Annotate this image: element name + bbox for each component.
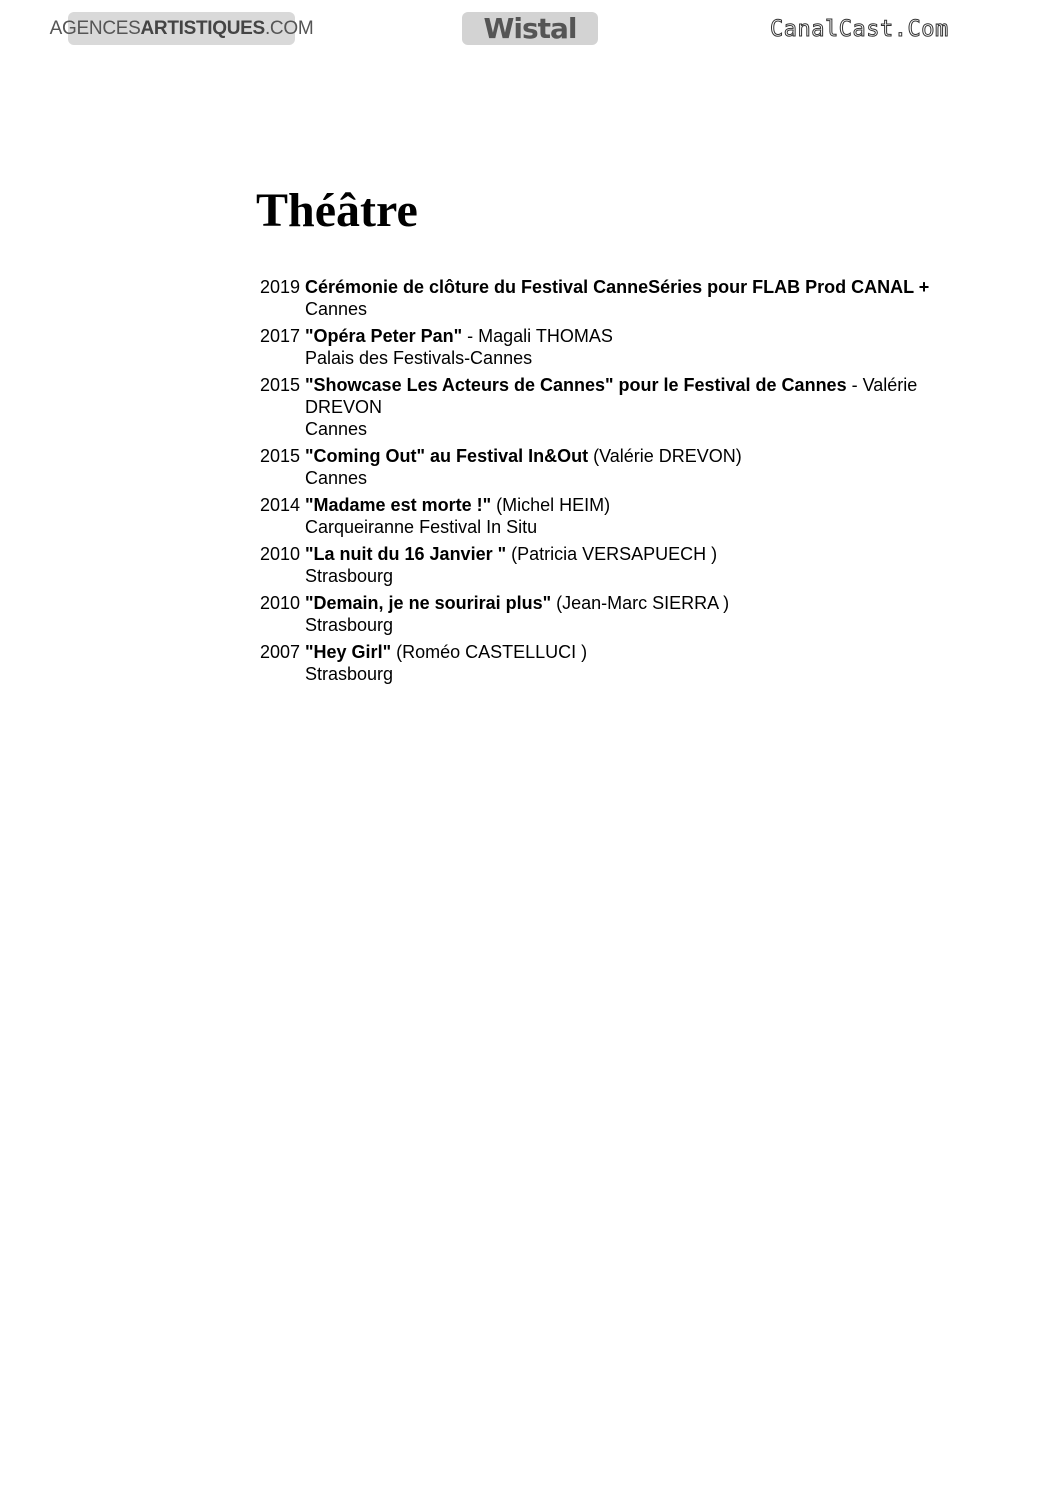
list-item [256,325,956,369]
theatre-list [256,276,956,685]
list-item [256,641,956,685]
entry-location: Strasbourg [305,615,394,635]
entry-location: Palais des Festivals-Cannes [305,348,533,368]
entry-credit: (Michel HEIM) [491,495,611,515]
entry-title: Cérémonie de clôture du Festival CanneSéries pour FLAB Prod CANAL + [305,277,930,297]
logo-wistal-text: Wistal [483,12,577,45]
entry-credit: (Jean-Marc SIERRA ) [551,593,730,613]
logo-agences-bold: ARTISTIQUES [140,17,265,39]
list-item [256,374,956,440]
list-item [256,543,956,587]
entry-title: "Coming Out" au Festival In&Out [305,446,589,466]
page-header [0,0,1052,60]
entry-title: "Hey Girl" [305,642,392,662]
entry-credit: (Patricia VERSAPUECH ) [506,544,718,564]
entry-location: Cannes [305,419,368,439]
entry-credit: (Roméo CASTELLUCI ) [391,642,588,662]
entry-year: 2015 [260,446,301,466]
entry-location: Strasbourg [305,566,394,586]
list-item [256,276,956,320]
entry-credit: - Valérie DREVON [305,375,918,417]
logo-agences-regular: AGENCES [49,17,141,39]
list-item [256,494,956,538]
entry-title: "Madame est morte !" [305,495,492,515]
entry-location: Cannes [305,468,368,488]
main-content [256,178,956,690]
logo-agences-suffix: .COM [264,17,314,39]
entry-title: "Showcase Les Acteurs de Cannes" pour le Festival de Cannes [305,375,847,395]
entry-year: 2007 [260,642,301,662]
entry-year: 2010 [260,544,301,564]
entry-title: "La nuit du 16 Janvier " [305,544,507,564]
entry-year: 2019 [260,277,301,297]
entry-credit: - Magali THOMAS [462,326,613,346]
entry-title: "Opéra Peter Pan" [305,326,463,346]
entry-title: "Demain, je ne sourirai plus" [305,593,552,613]
wistal-logo[interactable] [462,12,598,45]
entry-year: 2015 [260,375,301,395]
entry-year: 2010 [260,593,301,613]
entry-location: Strasbourg [305,664,394,684]
list-item [256,445,956,489]
logo-canalcast-text: CanalCast.Com [770,16,949,42]
entry-year: 2017 [260,326,301,346]
section-title: Théâtre [256,184,418,237]
entry-year: 2014 [260,495,301,515]
list-item [256,592,956,636]
entry-credit: (Valérie DREVON) [588,446,742,466]
agences-artistiques-logo[interactable] [49,12,314,45]
entry-location: Carqueiranne Festival In Situ [305,517,538,537]
canalcast-logo[interactable] [770,14,990,44]
entry-location: Cannes [305,299,368,319]
